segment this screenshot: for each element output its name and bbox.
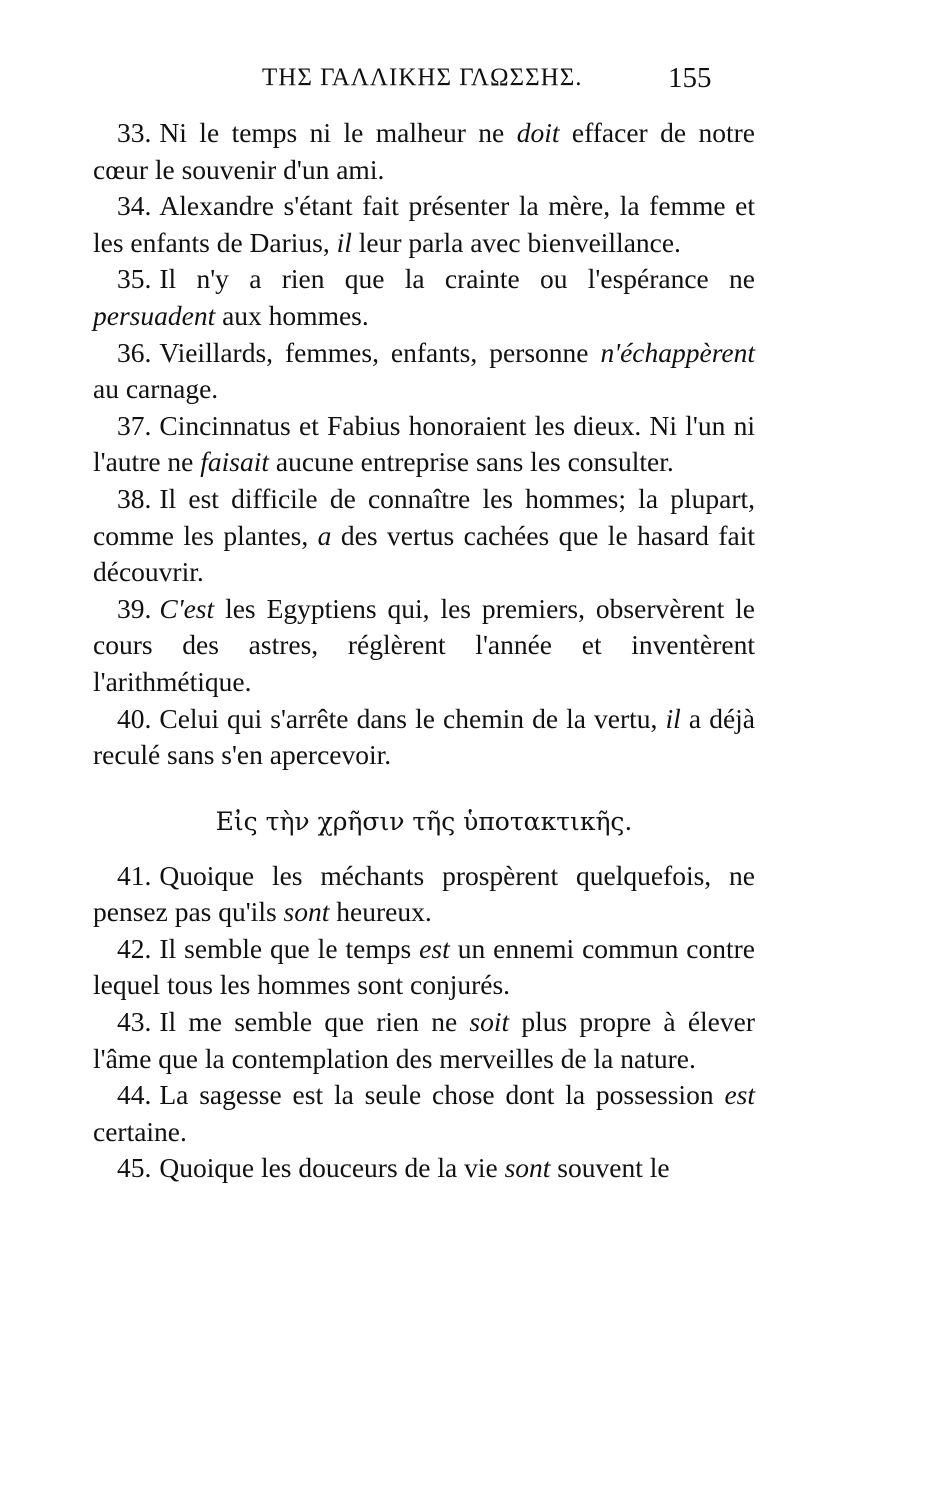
emphasized-word: a	[317, 519, 332, 551]
exercise-number: 41.	[117, 859, 152, 891]
sentence-text: souvent le	[550, 1152, 670, 1184]
sentence-text: Vieillards, femmes, enfants, personne	[159, 336, 601, 368]
exercise-number: 34.	[117, 190, 152, 222]
sentence-text: Cincinnatus et Fabius honoraient les dieux. Ni l'un ni l'autre ne	[93, 409, 755, 478]
exercise-number: 42.	[117, 932, 152, 964]
exercise-number: 44.	[117, 1079, 152, 1111]
emphasized-word: n'échappèrent	[600, 336, 755, 368]
exercise-number: 36.	[117, 336, 152, 368]
exercise-item	[93, 115, 755, 188]
exercise-group-a	[93, 115, 755, 774]
sentence-text: a déjà reculé sans s'en apercevoir.	[93, 702, 756, 771]
exercise-number: 40.	[117, 702, 152, 734]
sentence-text: certaine.	[93, 1115, 187, 1147]
sentence-text: leur parla avec bienveillance.	[351, 226, 681, 258]
exercise-item	[93, 1077, 755, 1150]
emphasized-word: il	[336, 226, 352, 258]
running-title: ΤΗΣ ΓΑΛΛΙΚΗΣ ΓΛΩΣΣΗΣ.	[262, 64, 583, 91]
exercise-number: 39.	[117, 592, 152, 624]
sentence-text: effacer de notre cœur le souvenir d'un ami.	[93, 117, 756, 185]
exercise-number: 45.	[117, 1152, 152, 1184]
sentence-text: plus propre à élever l'âme que la contemplation des merveilles de la nature.	[93, 1006, 755, 1074]
emphasized-word: sont	[283, 896, 330, 928]
sentence-text: Il est difficile de connaître les hommes; la plupart, comme les plantes,	[93, 482, 755, 551]
exercise-item	[93, 931, 755, 1004]
exercise-item	[93, 701, 755, 774]
exercise-item	[93, 481, 755, 591]
exercise-item	[93, 261, 755, 334]
emphasized-word: est	[724, 1079, 755, 1111]
sentence-text: un ennemi commun contre lequel tous les hommes sont conjurés.	[93, 932, 756, 1001]
sentence-text: aucune entreprise sans les consulter.	[269, 446, 674, 478]
sentence-text: Celui qui s'arrête dans le chemin de la vertu,	[159, 702, 666, 734]
exercise-item	[93, 1150, 755, 1187]
exercise-item	[93, 408, 755, 481]
emphasized-word: faisait	[200, 446, 270, 478]
body-text	[93, 115, 755, 1187]
emphasized-word: soit	[469, 1006, 510, 1038]
emphasized-word: doit	[516, 117, 560, 148]
exercise-group-b	[93, 858, 755, 1187]
emphasized-word: il	[665, 702, 681, 734]
page-header	[0, 62, 925, 96]
exercise-number: 37.	[117, 409, 152, 441]
sentence-text: Il n'y a rien que la crainte ou l'espérance ne	[159, 263, 755, 295]
section-heading: Εἰς τὴν χρῆσιν τῆς ὑποτακτικῆς.	[215, 806, 633, 836]
sentence-text: heureux.	[329, 896, 432, 928]
exercise-number: 43.	[117, 1006, 152, 1038]
sentence-text: Alexandre s'étant fait présenter la mère, la femme et les enfants de Darius,	[93, 190, 755, 258]
sentence-text: La sagesse est la seule chose dont la possession	[159, 1079, 725, 1111]
sentence-text: au carnage.	[93, 373, 219, 405]
sentence-text: les Egyptiens qui, les premiers, observèrent le cours des astres, réglèrent l'année et inventèrent l'arithmétique.	[93, 592, 755, 697]
emphasized-word: sont	[504, 1152, 551, 1184]
exercise-number: 35.	[117, 263, 152, 295]
exercise-number: 33.	[117, 117, 152, 148]
exercise-item	[93, 1004, 755, 1077]
exercise-number: 38.	[117, 482, 152, 514]
sentence-text: aux hommes.	[215, 299, 369, 331]
exercise-item	[93, 858, 755, 931]
sentence-text: Il semble que le temps	[159, 932, 420, 964]
exercise-item	[93, 591, 755, 701]
emphasized-word: persuadent	[93, 299, 216, 331]
sentence-text: Ni le temps ni le malheur ne	[159, 117, 517, 148]
sentence-text: des vertus cachées que le hasard fait découvrir.	[93, 519, 756, 588]
emphasized-word: est	[419, 932, 450, 964]
sentence-text: Quoique les douceurs de la vie	[159, 1152, 505, 1184]
exercise-item	[93, 335, 755, 408]
emphasized-word: C'est	[159, 592, 215, 624]
page-number: 155	[668, 62, 712, 94]
sentence-text: Quoique les méchants prospèrent quelquefois, ne pensez pas qu'ils	[93, 859, 755, 928]
sentence-text: Il me semble que rien ne	[159, 1006, 470, 1038]
exercise-item	[93, 188, 755, 261]
